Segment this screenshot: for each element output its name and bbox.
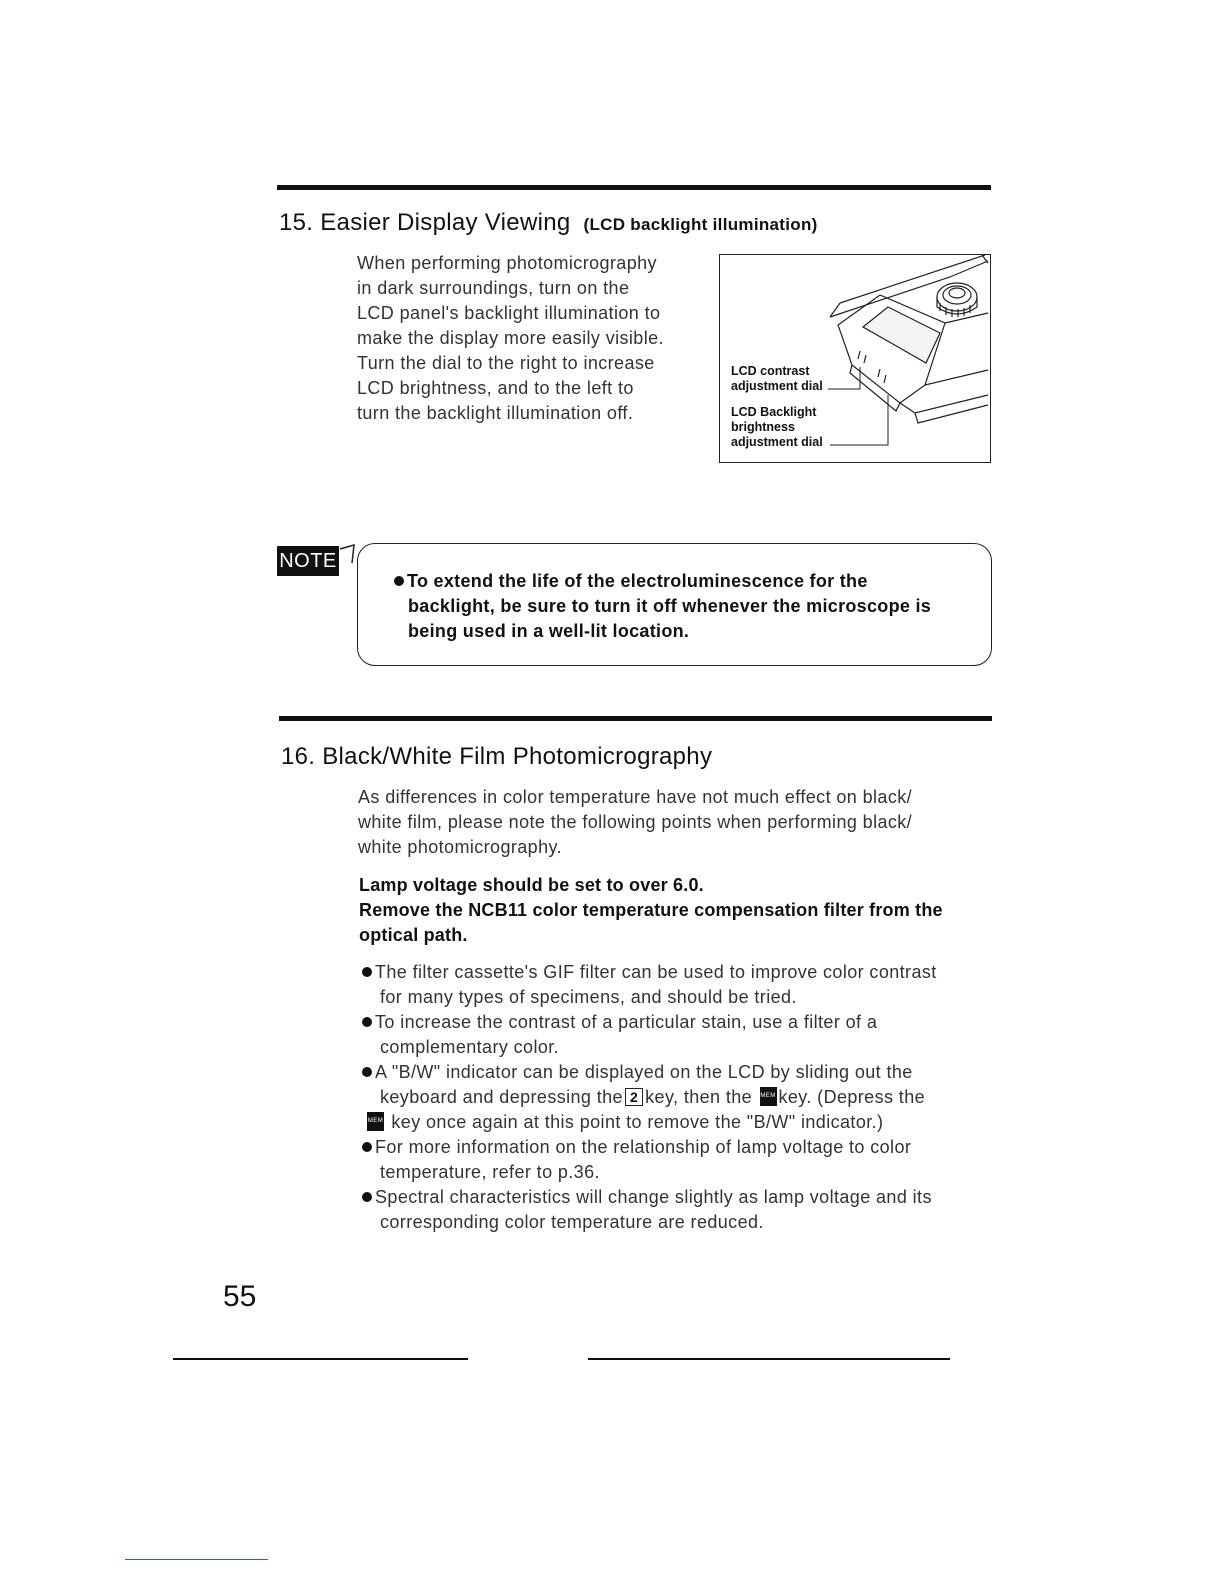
bullet-bw-indicator [362,1060,1002,1135]
bullet-lamp-voltage [362,1135,1002,1185]
section-15-heading [279,209,818,237]
mem-key-icon: MEM [367,1112,384,1131]
requirement-line: Remove the NCB11 color temperature compensation filter from the [359,900,943,920]
bullet-text: A "B/W" indicator can be displayed on the LCD by sliding out the [375,1062,913,1082]
requirement-line: Lamp voltage should be set to over 6.0. [359,875,704,895]
label-text: LCD Backlight [731,405,817,419]
section-16-title: Black/White Film Photomicrography [322,743,713,770]
section-15-title: Easier Display Viewing [320,209,571,236]
bullet-text: Spectral characteristics will change slightly as lamp voltage and its [375,1187,932,1207]
bullet-icon [362,1017,372,1027]
section-16-number: 16. [281,743,316,770]
intro-line: white film, please note the following points when performing black/ [358,812,913,832]
bullet-text: keyboard and depressing the [380,1087,623,1107]
note-badge: NOTE [277,546,339,576]
bullet-gif-filter [362,960,1002,1010]
mem-key-icon: MEM [760,1087,777,1106]
bullet-text: for many types of specimens, and should be tried. [380,987,797,1007]
bullet-text: To increase the contrast of a particular stain, use a filter of a [375,1012,878,1032]
bullet-icon [394,576,404,586]
bullet-text: temperature, refer to p.36. [380,1162,600,1182]
lcd-panel-figure [719,254,991,463]
bullet-spectral [362,1185,1002,1235]
bullet-icon [362,1142,372,1152]
section-15-body [357,251,702,426]
page-number: 55 [223,1280,257,1313]
bullet-text: complementary color. [380,1037,560,1057]
body-line: LCD brightness, and to the left to [357,378,634,398]
blue-underline [125,1559,268,1560]
section-16-top-rule [279,716,992,721]
note-line-text: To extend the life of the electroluminescence for the [407,571,868,591]
bullet-icon [362,1067,372,1077]
bullet-line [362,1085,1002,1110]
bullet-text: For more information on the relationship of lamp voltage to color [375,1137,912,1157]
section-16-requirements [359,873,999,948]
bullet-text: key. (Depress the [778,1087,926,1107]
bullet-text: The filter cassette's GIF filter can be used to improve color contrast [375,962,937,982]
section-16-intro [358,785,998,860]
label-lcd-contrast [731,364,823,394]
body-line: LCD panel's backlight illumination to [357,303,661,323]
body-line: make the display more easily visible. [357,328,664,348]
bullet-text: corresponding color temperature are reduced. [380,1212,764,1232]
note-line: being used in a well-lit location. [408,621,690,641]
body-line: in dark surroundings, turn on the [357,278,630,298]
section-15-number: 15. [279,209,314,236]
note-pointer-icon [338,543,358,573]
bullet-icon [362,1192,372,1202]
note-text [394,569,974,644]
key-2-icon: 2 [625,1088,643,1106]
section-16-heading [281,743,712,771]
intro-line: As differences in color temperature have not much effect on black/ [358,787,913,807]
note-line: backlight, be sure to turn it off whenever the microscope is [408,596,932,616]
bullet-text: key, then the [645,1087,753,1107]
footer-rule-left [173,1358,468,1360]
label-text: adjustment dial [731,435,823,449]
bullet-stain-filter [362,1010,1002,1060]
bullet-icon [362,967,372,977]
bullet-line [362,1110,1002,1135]
label-text: brightness [731,420,795,434]
bullet-text: key once again at this point to remove the "B/W" indicator.) [391,1112,884,1132]
label-text: LCD contrast [731,364,810,378]
requirement-line: optical path. [359,925,468,945]
label-text: adjustment dial [731,379,823,393]
intro-line: white photomicrography. [358,837,562,857]
body-line: turn the backlight illumination off. [357,403,634,423]
note-line [394,569,974,594]
body-line: Turn the dial to the right to increase [357,353,655,373]
footer-rule-right [588,1358,950,1360]
body-line: When performing photomicrography [357,253,657,273]
section-15-top-rule [277,185,991,190]
label-lcd-backlight [731,405,823,450]
section-15-subtitle: (LCD backlight illumination) [583,215,818,234]
